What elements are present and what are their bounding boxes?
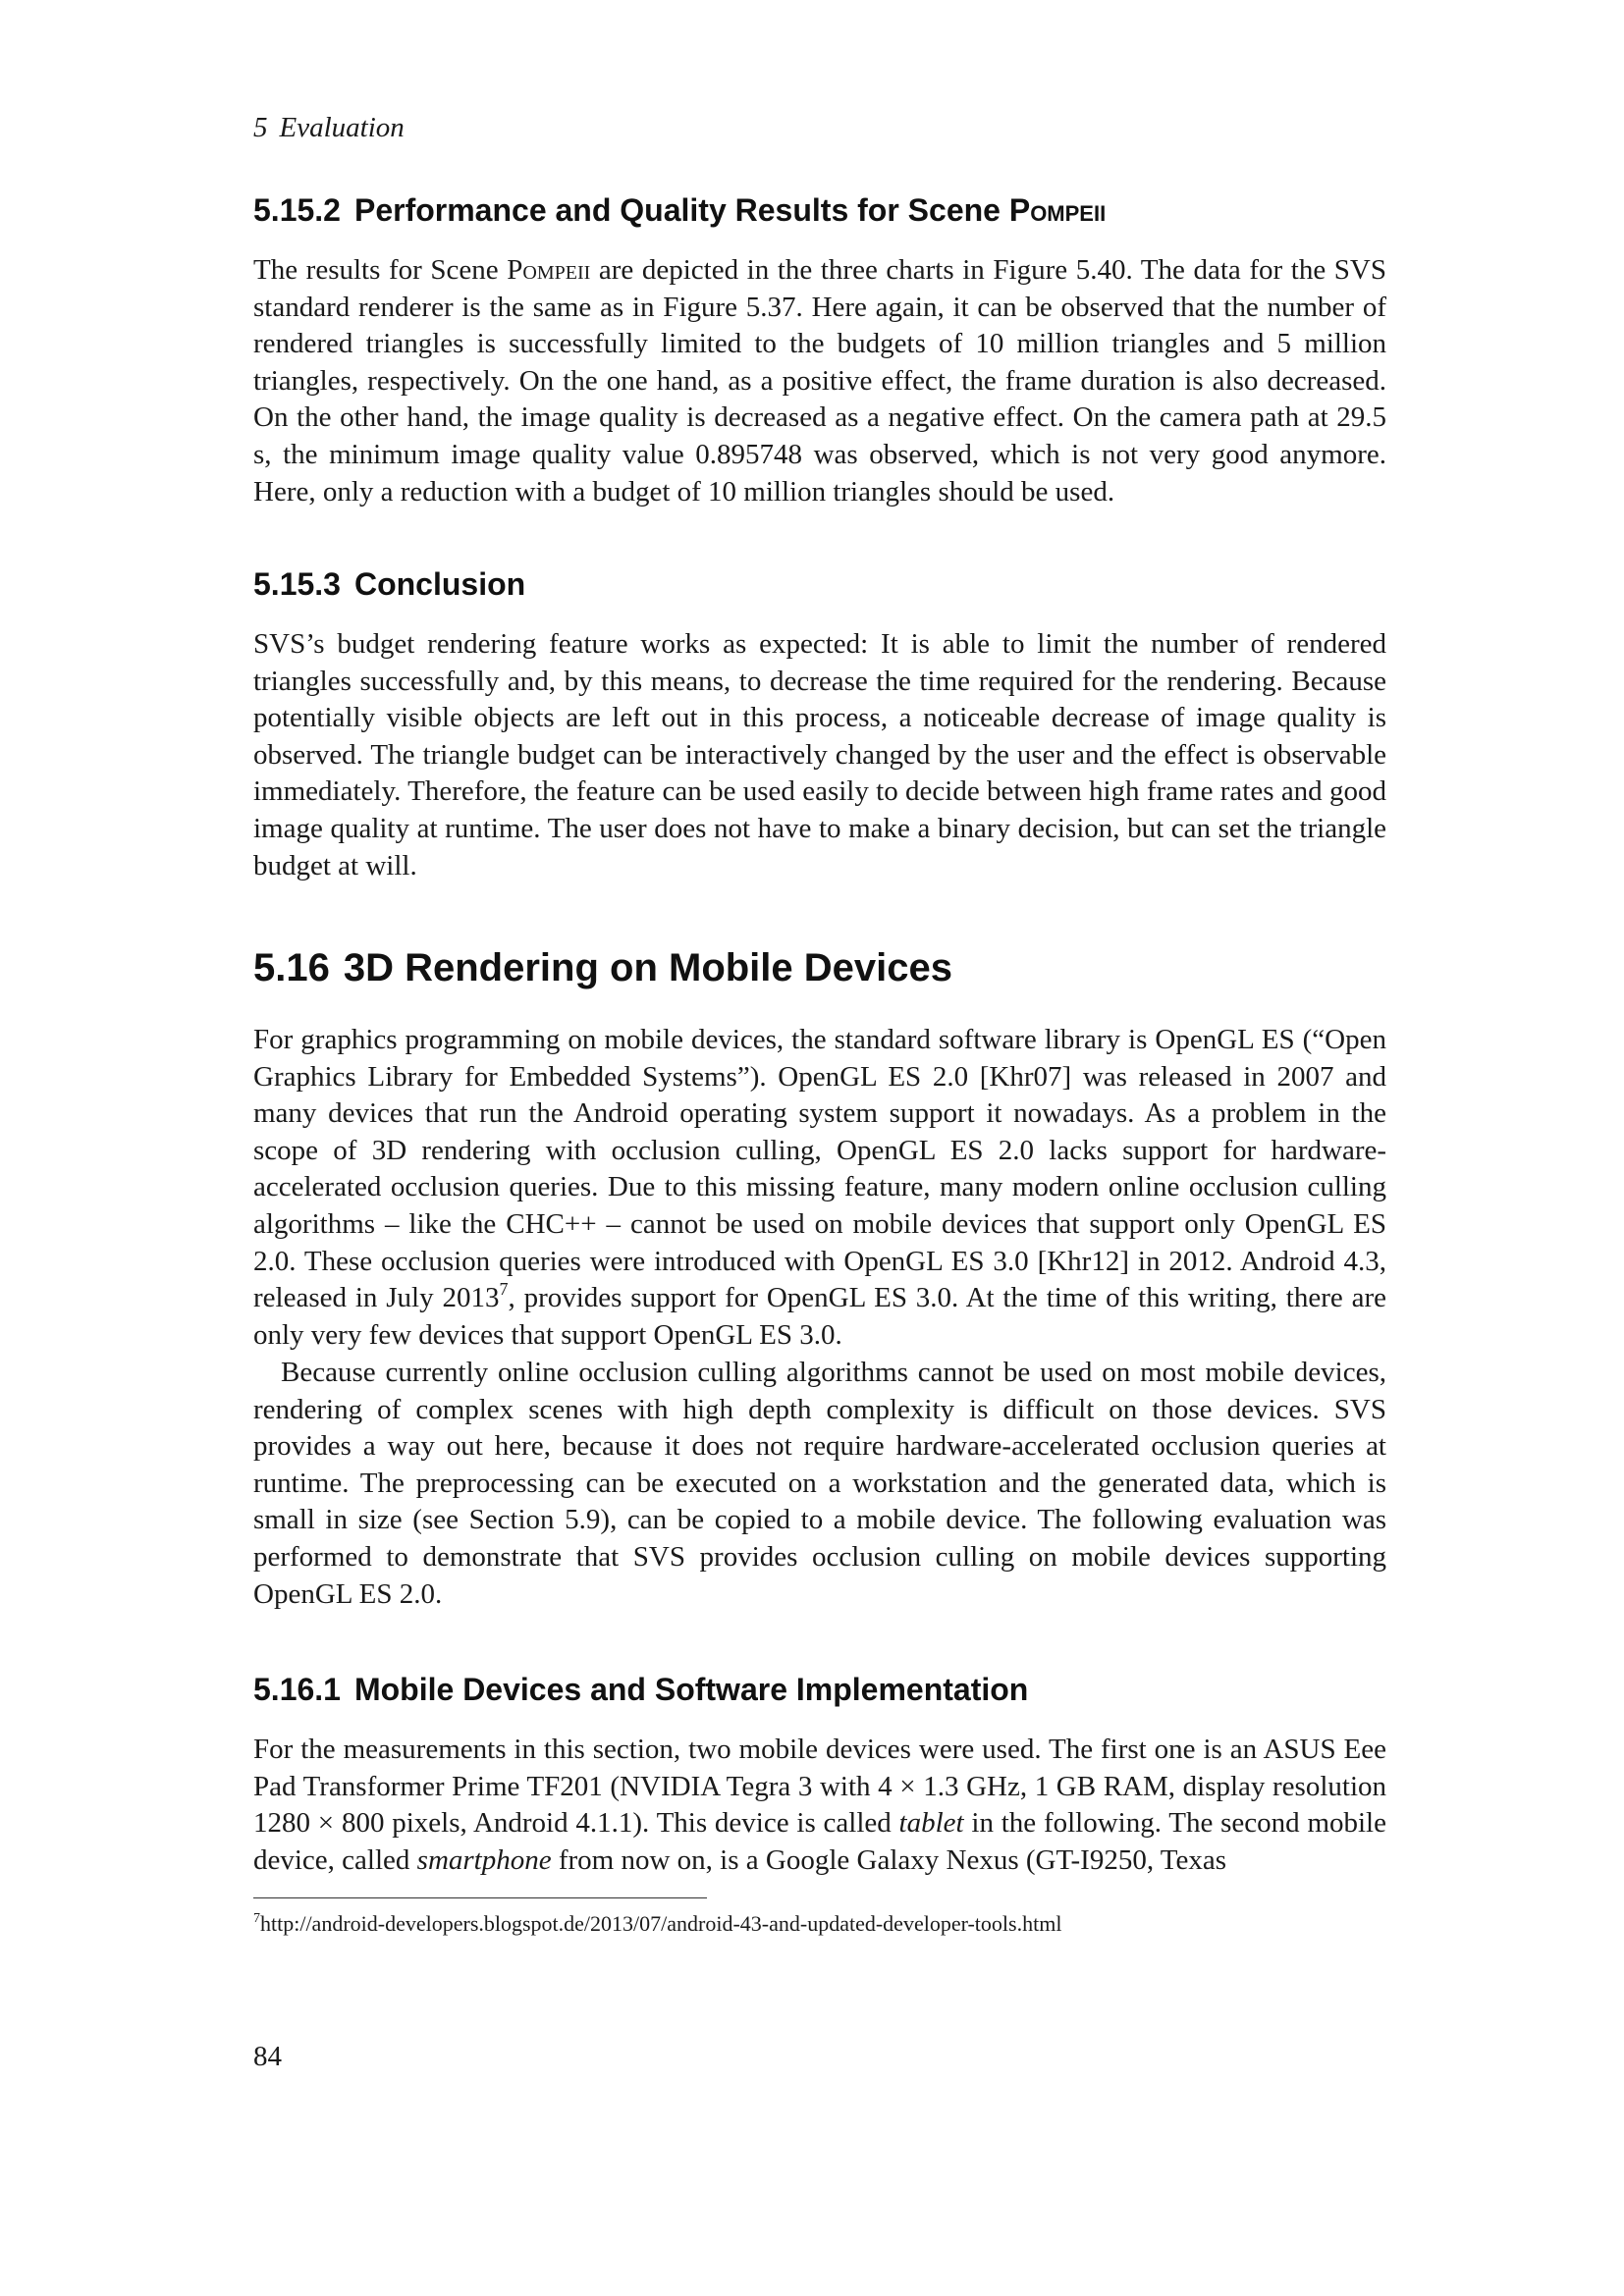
heading-title: Mobile Devices and Software Implementation	[353, 1672, 1029, 1707]
footnote-mark: 7	[253, 1911, 260, 1926]
heading-title: Performance and Quality Results for Scene	[353, 192, 1001, 228]
paragraph-text: For the measurements in this section, two mobile devices were used. The first one is an ASUS Eee Pad Transformer Prime TF201 (NVIDIA Tegra 3 with 4 × 1.3 GHz, 1 GB RAM, display resolution 1280 × 800 pixels, Android 4.1.1). This device is called	[253, 1734, 1386, 1840]
footnote-reference: 7	[499, 1279, 509, 1300]
heading-5-15-3	[253, 565, 1386, 603]
paragraph-5-15-2	[253, 252, 1386, 510]
heading-5-16	[253, 944, 1386, 991]
paragraph-text: The results for Scene	[253, 254, 508, 286]
paragraph-emphasis-smartphone: smartphone	[416, 1843, 552, 1876]
paragraph-scene-name: Pompeii	[507, 254, 591, 286]
running-head-chapter-number: 5	[253, 112, 268, 143]
paragraph-emphasis-tablet: tablet	[898, 1807, 964, 1840]
heading-5-16-1	[253, 1671, 1386, 1708]
heading-scene-name: Pompeii	[1008, 192, 1107, 228]
footnote	[253, 1910, 1061, 1938]
page-number: 84	[253, 2041, 282, 2072]
paragraph-text: in the following. The second mobile device, called	[253, 1807, 1386, 1876]
heading-number: 5.15.3	[253, 566, 341, 602]
paragraph-5-15-3: SVS’s budget rendering feature works as expected: It is able to limit the number of rendered triangles successfully and, by this means, to decrease the time required for the rendering. Because potentially visible objects are left out in this process, a noticeable decrease of image quality is observed. The triangle budget can be interactively changed by the user and the effect is observable immediately. Therefore, the feature can be used easily to decide between high frame rates and good image quality at runtime. The user does not have to make a binary decision, but can set the triangle budget at will.	[253, 628, 1386, 881]
footnote-rule	[253, 1897, 707, 1898]
paragraph-text: from now on, is a Google Galaxy Nexus (GT-I9250, Texas	[551, 1843, 1227, 1876]
paragraph-5-16-1	[253, 1732, 1386, 1879]
running-head-chapter-title: Evaluation	[279, 112, 405, 143]
heading-title: 3D Rendering on Mobile Devices	[343, 946, 952, 989]
paragraph-5-16-second: Because currently online occlusion culling algorithms cannot be used on most mobile devices, rendering of complex scenes with high depth complexity is difficult on those devices. SVS provides a way out here, because it does not require hardware-accelerated occlusion queries at runtime. The preprocessing can be executed on a workstation and the generated data, which is small in size (see Section 5.9), can be copied to a mobile device. The following evaluation was performed to demonstrate that SVS provides occlusion culling on mobile devices supporting OpenGL ES 2.0.	[253, 1357, 1386, 1610]
paragraph-text: , provides support for OpenGL ES 3.0. At the time of this writing, there are only very few devices that support OpenGL ES 3.0.	[253, 1282, 1386, 1351]
footnote-url: http://android-developers.blogspot.de/2013/07/android-43-and-updated-developer-tools.html	[260, 1911, 1062, 1936]
paragraph-text: are depicted in the three charts in Figure 5.40. The data for the SVS standard renderer is the same as in Figure 5.37. Here again, it can be observed that the number of rendered triangles is successfully limited to the budgets of 10 million triangles and 5 million triangles, respectively. On the one hand, as a positive effect, the frame duration is also decreased. On the other hand, the image quality is decreased as a negative effect. On the camera path at 29.5 s, the minimum image quality value 0.895748 was observed, which is not very good anymore. Here, only a reduction with a budget of 10 million triangles should be used.	[253, 254, 1386, 507]
heading-number: 5.15.2	[253, 192, 341, 228]
heading-number: 5.16.1	[253, 1672, 341, 1707]
heading-number: 5.16	[253, 946, 330, 989]
paragraph-5-16-first	[253, 1022, 1386, 1354]
running-head	[253, 110, 405, 145]
heading-title: Conclusion	[353, 566, 526, 602]
heading-5-15-2	[253, 191, 1386, 229]
paragraph-text: For graphics programming on mobile devices, the standard software library is OpenGL ES (“Open Graphics Library for Embedded Systems”). OpenGL ES 2.0 [Khr07] was released in 2007 and many devices that run the Android operating system support it nowadays. As a problem in the scope of 3D rendering with occlusion culling, OpenGL ES 2.0 lacks support for hardware-accelerated occlusion queries. Due to this missing feature, many modern online occlusion culling algorithms – like the CHC++ – cannot be used on mobile devices that support only OpenGL ES 2.0. These occlusion queries were introduced with OpenGL ES 3.0 [Khr12] in 2012. Android 4.3, released in July 2013	[253, 1024, 1386, 1314]
